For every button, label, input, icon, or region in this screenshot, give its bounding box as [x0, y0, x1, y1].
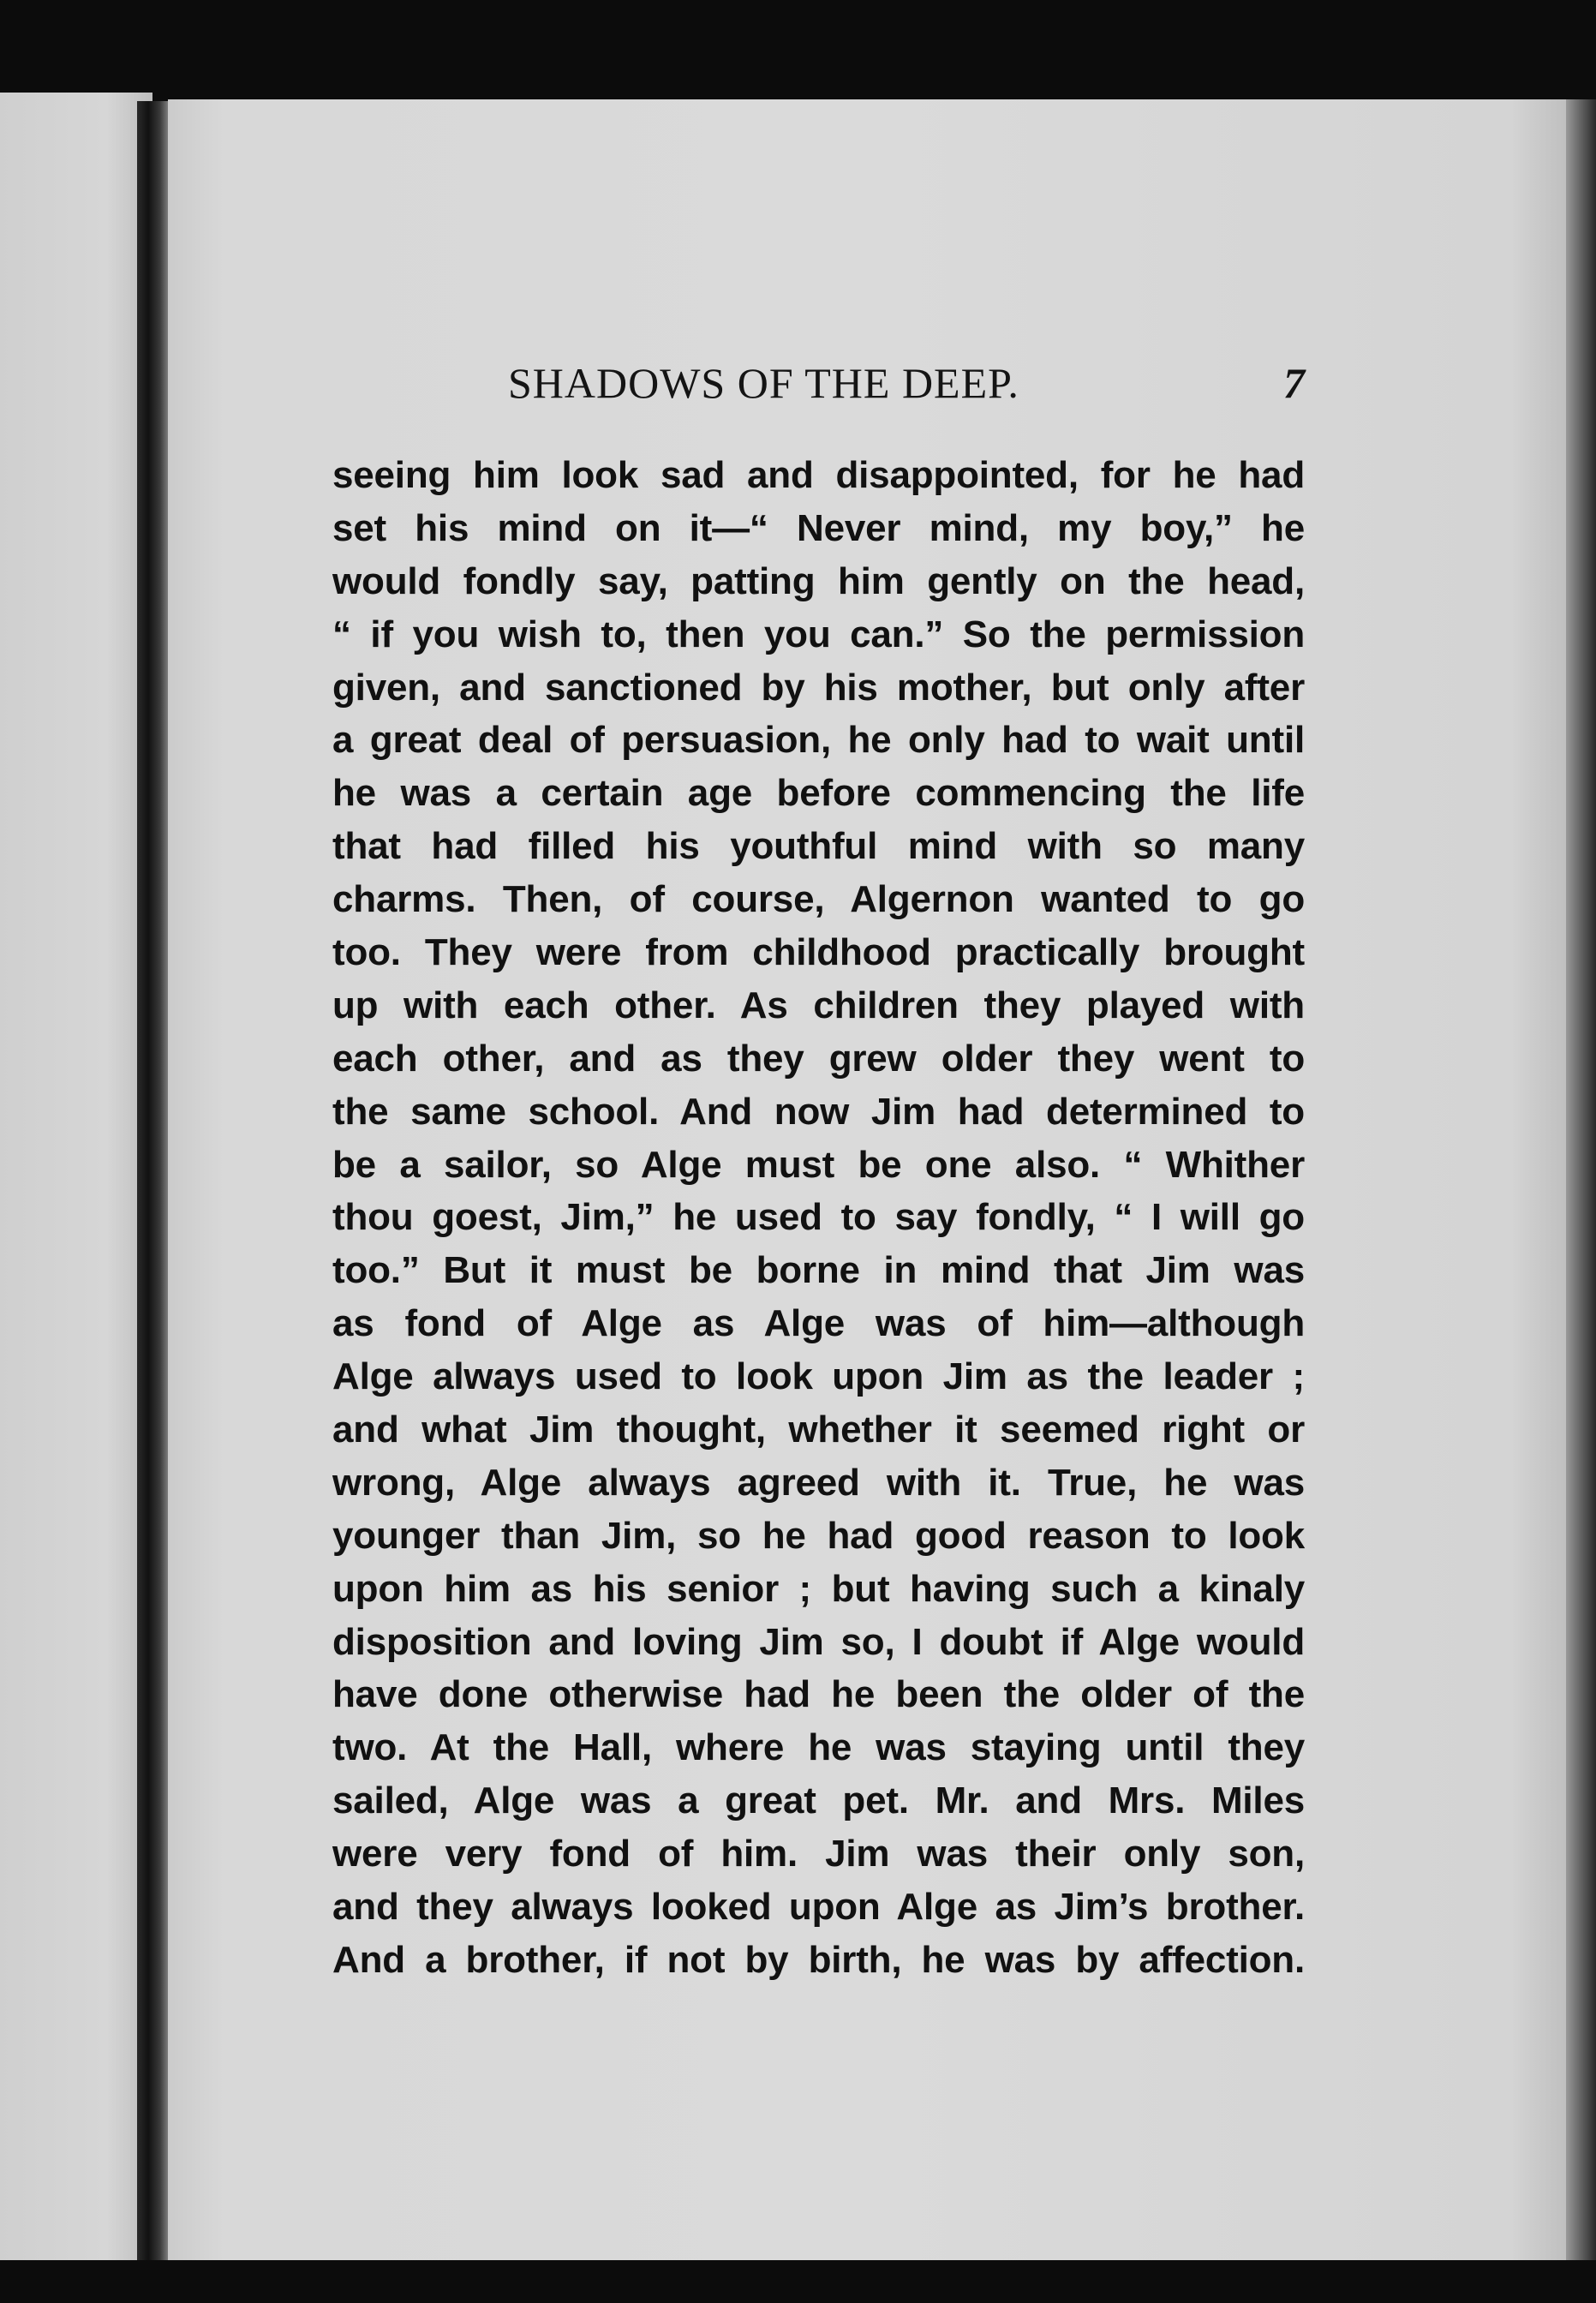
text-line: be a sailor, so Alge must be one also. “ Whither	[332, 1143, 1305, 1186]
body-text	[332, 449, 1305, 1987]
scan-bottom-border	[0, 2260, 1596, 2303]
text-line: the same school. And now Jim had determined to	[332, 1090, 1305, 1133]
text-line: would fondly say, patting him gently on the head,	[332, 559, 1305, 602]
book-binding-gutter	[137, 101, 170, 2260]
text-line: given, and sanctioned by his mother, but only after	[332, 666, 1305, 709]
text-line: up with each other. As children they played with	[332, 984, 1305, 1026]
text-line: he was a certain age before commencing the life	[332, 772, 1305, 815]
text-line: too.” But it must be borne in mind that Jim was	[332, 1249, 1305, 1292]
text-line: And a brother, if not by birth, he was by affection.	[332, 1938, 1305, 1981]
text-line: seeing him look sad and disappointed, for he had	[332, 454, 1305, 496]
running-head-title: SHADOWS OF THE DEEP.	[508, 359, 1019, 407]
text-line: a great deal of persuasion, he only had to wait until	[332, 719, 1305, 762]
text-line: younger than Jim, so he had good reason to look	[332, 1514, 1305, 1557]
text-line: “ if you wish to, then you can.” So the permission	[332, 613, 1305, 655]
text-line: too. They were from childhood practically brought	[332, 931, 1305, 974]
text-line: wrong, Alge always agreed with it. True, he was	[332, 1461, 1305, 1504]
text-line: two. At the Hall, where he was staying until they	[332, 1726, 1305, 1769]
page-number: 7	[1283, 359, 1306, 407]
text-line: and what Jim thought, whether it seemed right or	[332, 1409, 1305, 1451]
text-line: thou goest, Jim,” he used to say fondly, “ I will go	[332, 1196, 1305, 1239]
text-line: charms. Then, of course, Algernon wanted to go	[332, 878, 1305, 921]
text-line: as fond of Alge as Alge was of him—although	[332, 1302, 1305, 1345]
text-line: that had filled his youthful mind with so many	[332, 825, 1305, 868]
text-line: were very fond of him. Jim was their only son,	[332, 1833, 1305, 1875]
text-line: sailed, Alge was a great pet. Mr. and Mrs. Miles	[332, 1780, 1305, 1822]
page-right-edge	[1566, 99, 1596, 2276]
text-line: have done otherwise had he been the older of the	[332, 1673, 1305, 1716]
text-line: disposition and loving Jim so, I doubt if Alge would	[332, 1620, 1305, 1663]
facing-page-edge	[0, 93, 152, 2260]
text-line: set his mind on it—“ Never mind, my boy,” he	[332, 506, 1305, 549]
text-line: Alge always used to look upon Jim as the leader ;	[332, 1355, 1305, 1398]
text-line: and they always looked upon Alge as Jim’s brother.	[332, 1886, 1305, 1929]
text-line: each other, and as they grew older they went to	[332, 1037, 1305, 1080]
text-line: upon him as his senior ; but having such a kinaly	[332, 1567, 1305, 1610]
running-head	[332, 358, 1305, 418]
